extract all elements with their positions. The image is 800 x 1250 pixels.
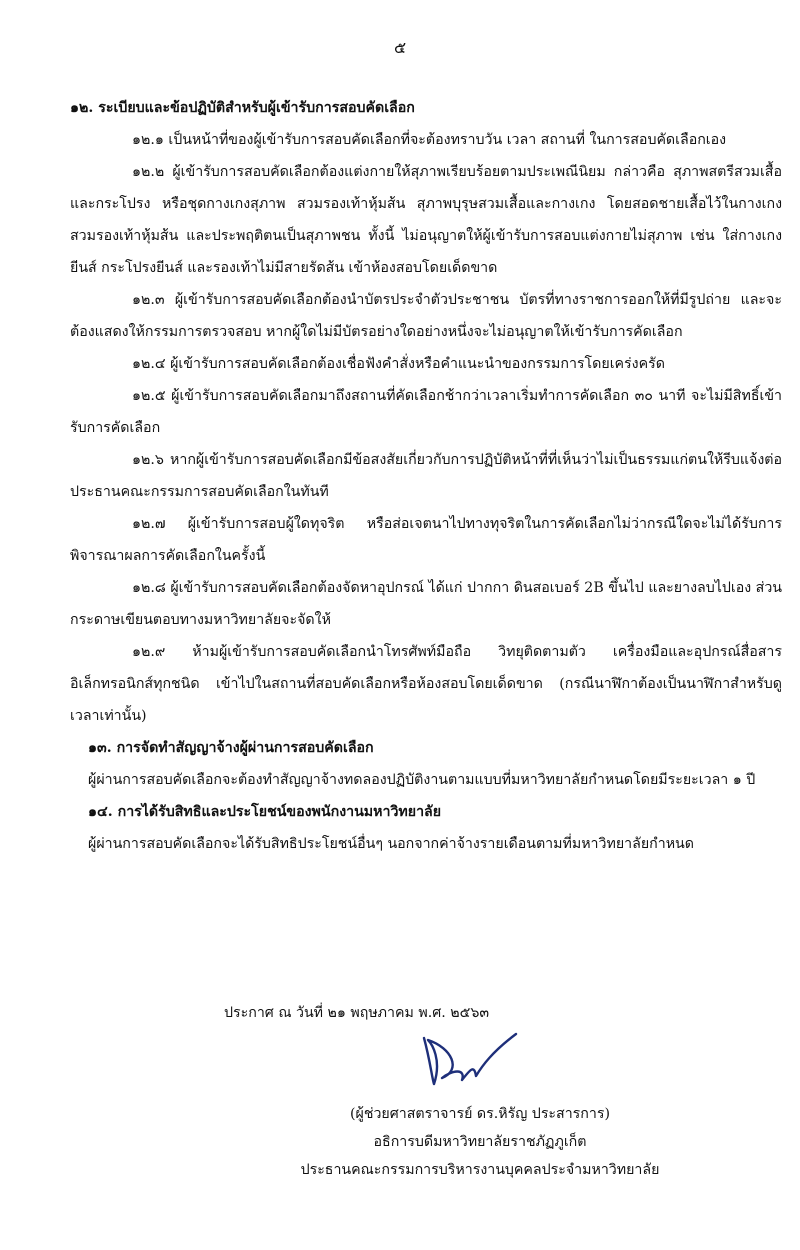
signer-block bbox=[0, 1100, 800, 1184]
paragraph-12-2: ๑๒.๒ ผู้เข้ารับการสอบคัดเลือกต้องแต่งกายให้สุภาพเรียบร้อยตามประเพณีนิยม กล่าวคือ สุภาพสตรีสวมเสื้อและกระโปรง หรือชุดกางเกงสุภาพ สวมรองเท้าหุ้มส้น สุภาพบุรุษสวมเสื้อและกางเกง โดยสอดชายเสื้อไว้ในกางเกง สวมรองเท้าหุ้มส้น และประพฤติตนเป็นสุภาพชน ทั้งนี้ ไม่อนุญาตให้ผู้เข้ารับการสอบแต่งกายไม่สุภาพ เช่น ใส่กางเกงยีนส์ กระโปรงยีนส์ และรองเท้าไม่มีสายรัดส้น เข้าห้องสอบโดยเด็ดขาด bbox=[70, 164, 782, 276]
section-heading-14: ๑๔. การได้รับสิทธิและประโยชน์ของพนักงานมหาวิทยาลัย bbox=[88, 804, 442, 820]
paragraph-14: ผู้ผ่านการสอบคัดเลือกจะได้รับสิทธิประโยชน์อื่นๆ นอกจากค่าจ้างรายเดือนตามที่มหาวิทยาลัยกำหนด bbox=[88, 836, 694, 852]
paragraph-12-3: ๑๒.๓ ผู้เข้ารับการสอบคัดเลือกต้องนำบัตรประจำตัวประชาชน บัตรที่ทางราชการออกให้ที่มีรูปถ่าย และจะต้องแสดงให้กรรมการตรวจสอบ หากผู้ใดไม่มีบัตรอย่างใดอย่างหนึ่งจะไม่อนุญาตให้เข้ารับการคัดเลือก bbox=[70, 292, 782, 340]
paragraph-13: ผู้ผ่านการสอบคัดเลือกจะต้องทำสัญญาจ้างทดลองปฏิบัติงานตามแบบที่มหาวิทยาลัยกำหนดโดยมีระยะเวลา ๑ ปี bbox=[88, 772, 756, 788]
signer-position-1: อธิการบดีมหาวิทยาลัยราชภัฏภูเก็ต bbox=[373, 1134, 587, 1150]
signer-name: (ผู้ช่วยศาสตราจารย์ ดร.หิรัญ ประสารการ) bbox=[349, 1106, 611, 1122]
page-number: ๕ bbox=[393, 38, 407, 57]
paragraph-12-8: ๑๒.๘ ผู้เข้ารับการสอบคัดเลือกต้องจัดหาอุปกรณ์ ได้แก่ ปากกา ดินสอเบอร์ 2B ขึ้นไป และยางลบไปเอง ส่วนกระดาษเขียนตอบทางมหาวิทยาลัยจะจัดให้ bbox=[70, 580, 782, 628]
announcement-date: ประกาศ ณ วันที่ ๒๑ พฤษภาคม พ.ศ. ๒๕๖๓ bbox=[224, 1005, 490, 1021]
paragraph-12-7: ๑๒.๗ ผู้เข้ารับการสอบผู้ใดทุจริต หรือส่อเจตนาไปทางทุจริตในการคัดเลือกไม่ว่ากรณีใดจะไม่ได้รับการพิจารณาผลการคัดเลือกในครั้งนี้ bbox=[70, 516, 782, 564]
paragraph-12-6: ๑๒.๖ หากผู้เข้ารับการสอบคัดเลือกมีข้อสงสัยเกี่ยวกับการปฏิบัติหน้าที่ที่เห็นว่าไม่เป็นธรรมแก่ตนให้รีบแจ้งต่อประธานคณะกรรมการสอบคัดเลือกในทันที bbox=[70, 452, 782, 500]
document-body bbox=[70, 92, 782, 860]
handwritten-signature bbox=[412, 1030, 522, 1090]
section-heading-12: ๑๒. ระเบียบและข้อปฏิบัติสำหรับผู้เข้ารับการสอบคัดเลือก bbox=[70, 100, 415, 116]
paragraph-12-9: ๑๒.๙ ห้ามผู้เข้ารับการสอบคัดเลือกนำโทรศัพท์มือถือ วิทยุติดตามตัว เครื่องมือและอุปกรณ์สื่อสารอิเล็กทรอนิกส์ทุกชนิด เข้าไปในสถานที่สอบคัดเลือกหรือห้องสอบโดยเด็ดขาด (กรณีนาฬิกาต้องเป็นนาฬิกาสำหรับดูเวลาเท่านั้น) bbox=[70, 644, 782, 724]
signer-position-2: ประธานคณะกรรมการบริหารงานบุคคลประจำมหาวิทยาลัย bbox=[300, 1162, 660, 1178]
section-heading-13: ๑๓. การจัดทำสัญญาจ้างผู้ผ่านการสอบคัดเลือก bbox=[88, 740, 374, 756]
paragraph-12-5: ๑๒.๕ ผู้เข้ารับการสอบคัดเลือกมาถึงสถานที่คัดเลือกช้ากว่าเวลาเริ่มทำการคัดเลือก ๓๐ นาที จะไม่มีสิทธิ์เข้ารับการคัดเลือก bbox=[70, 388, 782, 436]
paragraph-12-1: ๑๒.๑ เป็นหน้าที่ของผู้เข้ารับการสอบคัดเลือกที่จะต้องทราบวัน เวลา สถานที่ ในการสอบคัดเลือกเอง bbox=[132, 132, 727, 148]
paragraph-12-4: ๑๒.๔ ผู้เข้ารับการสอบคัดเลือกต้องเชื่อฟังคำสั่งหรือคำแนะนำของกรรมการโดยเคร่งครัด bbox=[132, 356, 665, 372]
